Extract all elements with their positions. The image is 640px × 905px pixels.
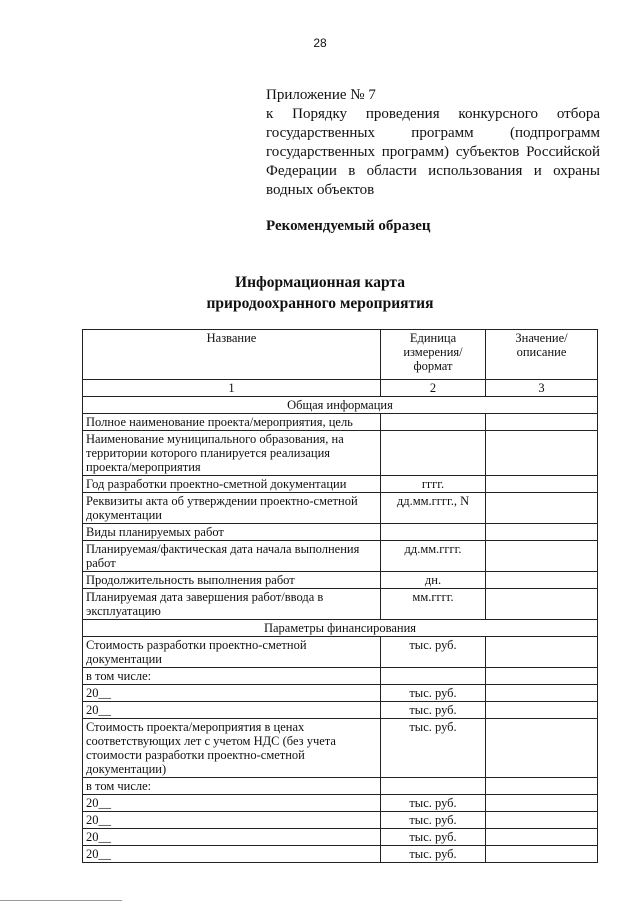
row-value [486,493,598,524]
row-value [486,431,598,476]
header-value: Значение/ описание [486,330,598,380]
recommended-sample-label: Рекомендуемый образец [266,218,431,234]
row-value [486,795,598,812]
row-unit [381,668,486,685]
row-name: Продолжительность выполнения работ [83,572,381,589]
row-unit: гггг. [381,476,486,493]
table-row [83,493,598,524]
row-name: 20__ [83,685,381,702]
table-row [83,589,598,620]
row-unit [381,524,486,541]
row-value [486,572,598,589]
table-row [83,476,598,493]
row-unit: тыс. руб. [381,846,486,863]
appendix-text: к Порядку проведения конкурсного отбора государственных программ (подпрограмм государственных программ) субъектов Российской Федерации в области использования и охраны водных объектов [266,106,600,198]
general-info-rows [83,414,598,620]
section-financing: Параметры финансирования [83,620,598,637]
table-row [83,541,598,572]
row-unit: тыс. руб. [381,812,486,829]
row-unit [381,414,486,431]
appendix-block [266,86,600,200]
table-row [83,778,598,795]
row-unit: тыс. руб. [381,719,486,778]
table-row [83,668,598,685]
row-unit: тыс. руб. [381,637,486,668]
row-unit: дд.мм.гггг. [381,541,486,572]
section-general-info: Общая информация [83,397,598,414]
table-row [83,795,598,812]
column-number-3: 3 [486,380,598,397]
row-unit: дд.мм.гггг., N [381,493,486,524]
table-row [83,637,598,668]
row-value [486,541,598,572]
row-name: 20__ [83,702,381,719]
row-name: Год разработки проектно-сметной документации [83,476,381,493]
row-name: Планируемая/фактическая дата начала выполнения работ [83,541,381,572]
row-name: Наименование муниципального образования, на территории которого планируется реализация проекта/мероприятия [83,431,381,476]
table-row [83,846,598,863]
row-name: Стоимость проекта/мероприятия в ценах соответствующих лет с учетом НДС (без учета стоимости разработки проектно-сметной документации) [83,719,381,778]
row-value [486,476,598,493]
row-unit [381,431,486,476]
table-row [83,414,598,431]
row-value [486,702,598,719]
table-row [83,719,598,778]
row-name: Виды планируемых работ [83,524,381,541]
row-unit: тыс. руб. [381,829,486,846]
row-unit [381,778,486,795]
column-number-1: 1 [83,380,381,397]
info-card-table [82,329,598,863]
document-title-line-2: природоохранного мероприятия [206,295,434,312]
row-value [486,414,598,431]
row-value [486,637,598,668]
row-unit: дн. [381,572,486,589]
row-name: Полное наименование проекта/мероприятия, цель [83,414,381,431]
row-unit: тыс. руб. [381,685,486,702]
table-row [83,702,598,719]
row-value [486,812,598,829]
header-row [83,330,598,380]
row-name: Планируемая дата завершения работ/ввода в эксплуатацию [83,589,381,620]
row-name: в том числе: [83,668,381,685]
page-number: 28 [313,36,327,50]
row-name: Стоимость разработки проектно-сметной документации [83,637,381,668]
row-unit: тыс. руб. [381,702,486,719]
table-row [83,829,598,846]
row-name: 20__ [83,812,381,829]
column-number-row [83,380,598,397]
row-name: 20__ [83,795,381,812]
row-name: Реквизиты акта об утверждении проектно-сметной документации [83,493,381,524]
row-value [486,719,598,778]
section-row [83,620,598,637]
row-name: 20__ [83,829,381,846]
row-value [486,846,598,863]
row-value [486,524,598,541]
row-value [486,685,598,702]
row-value [486,589,598,620]
table-row [83,572,598,589]
document-title-line-1: Информационная карта [235,274,405,291]
table-row [83,685,598,702]
row-unit: тыс. руб. [381,795,486,812]
section-row [83,397,598,414]
table-row [83,812,598,829]
row-name: в том числе: [83,778,381,795]
table-row [83,524,598,541]
document-title [0,272,640,314]
header-name: Название [83,330,381,380]
table-row [83,431,598,476]
row-value [486,778,598,795]
appendix-title: Приложение № 7 [266,87,376,103]
financing-rows [83,637,598,863]
header-unit: Единица измерения/ формат [381,330,486,380]
row-unit: мм.гггг. [381,589,486,620]
row-value [486,668,598,685]
column-number-2: 2 [381,380,486,397]
row-name: 20__ [83,846,381,863]
row-value [486,829,598,846]
footer-divider [0,900,122,901]
